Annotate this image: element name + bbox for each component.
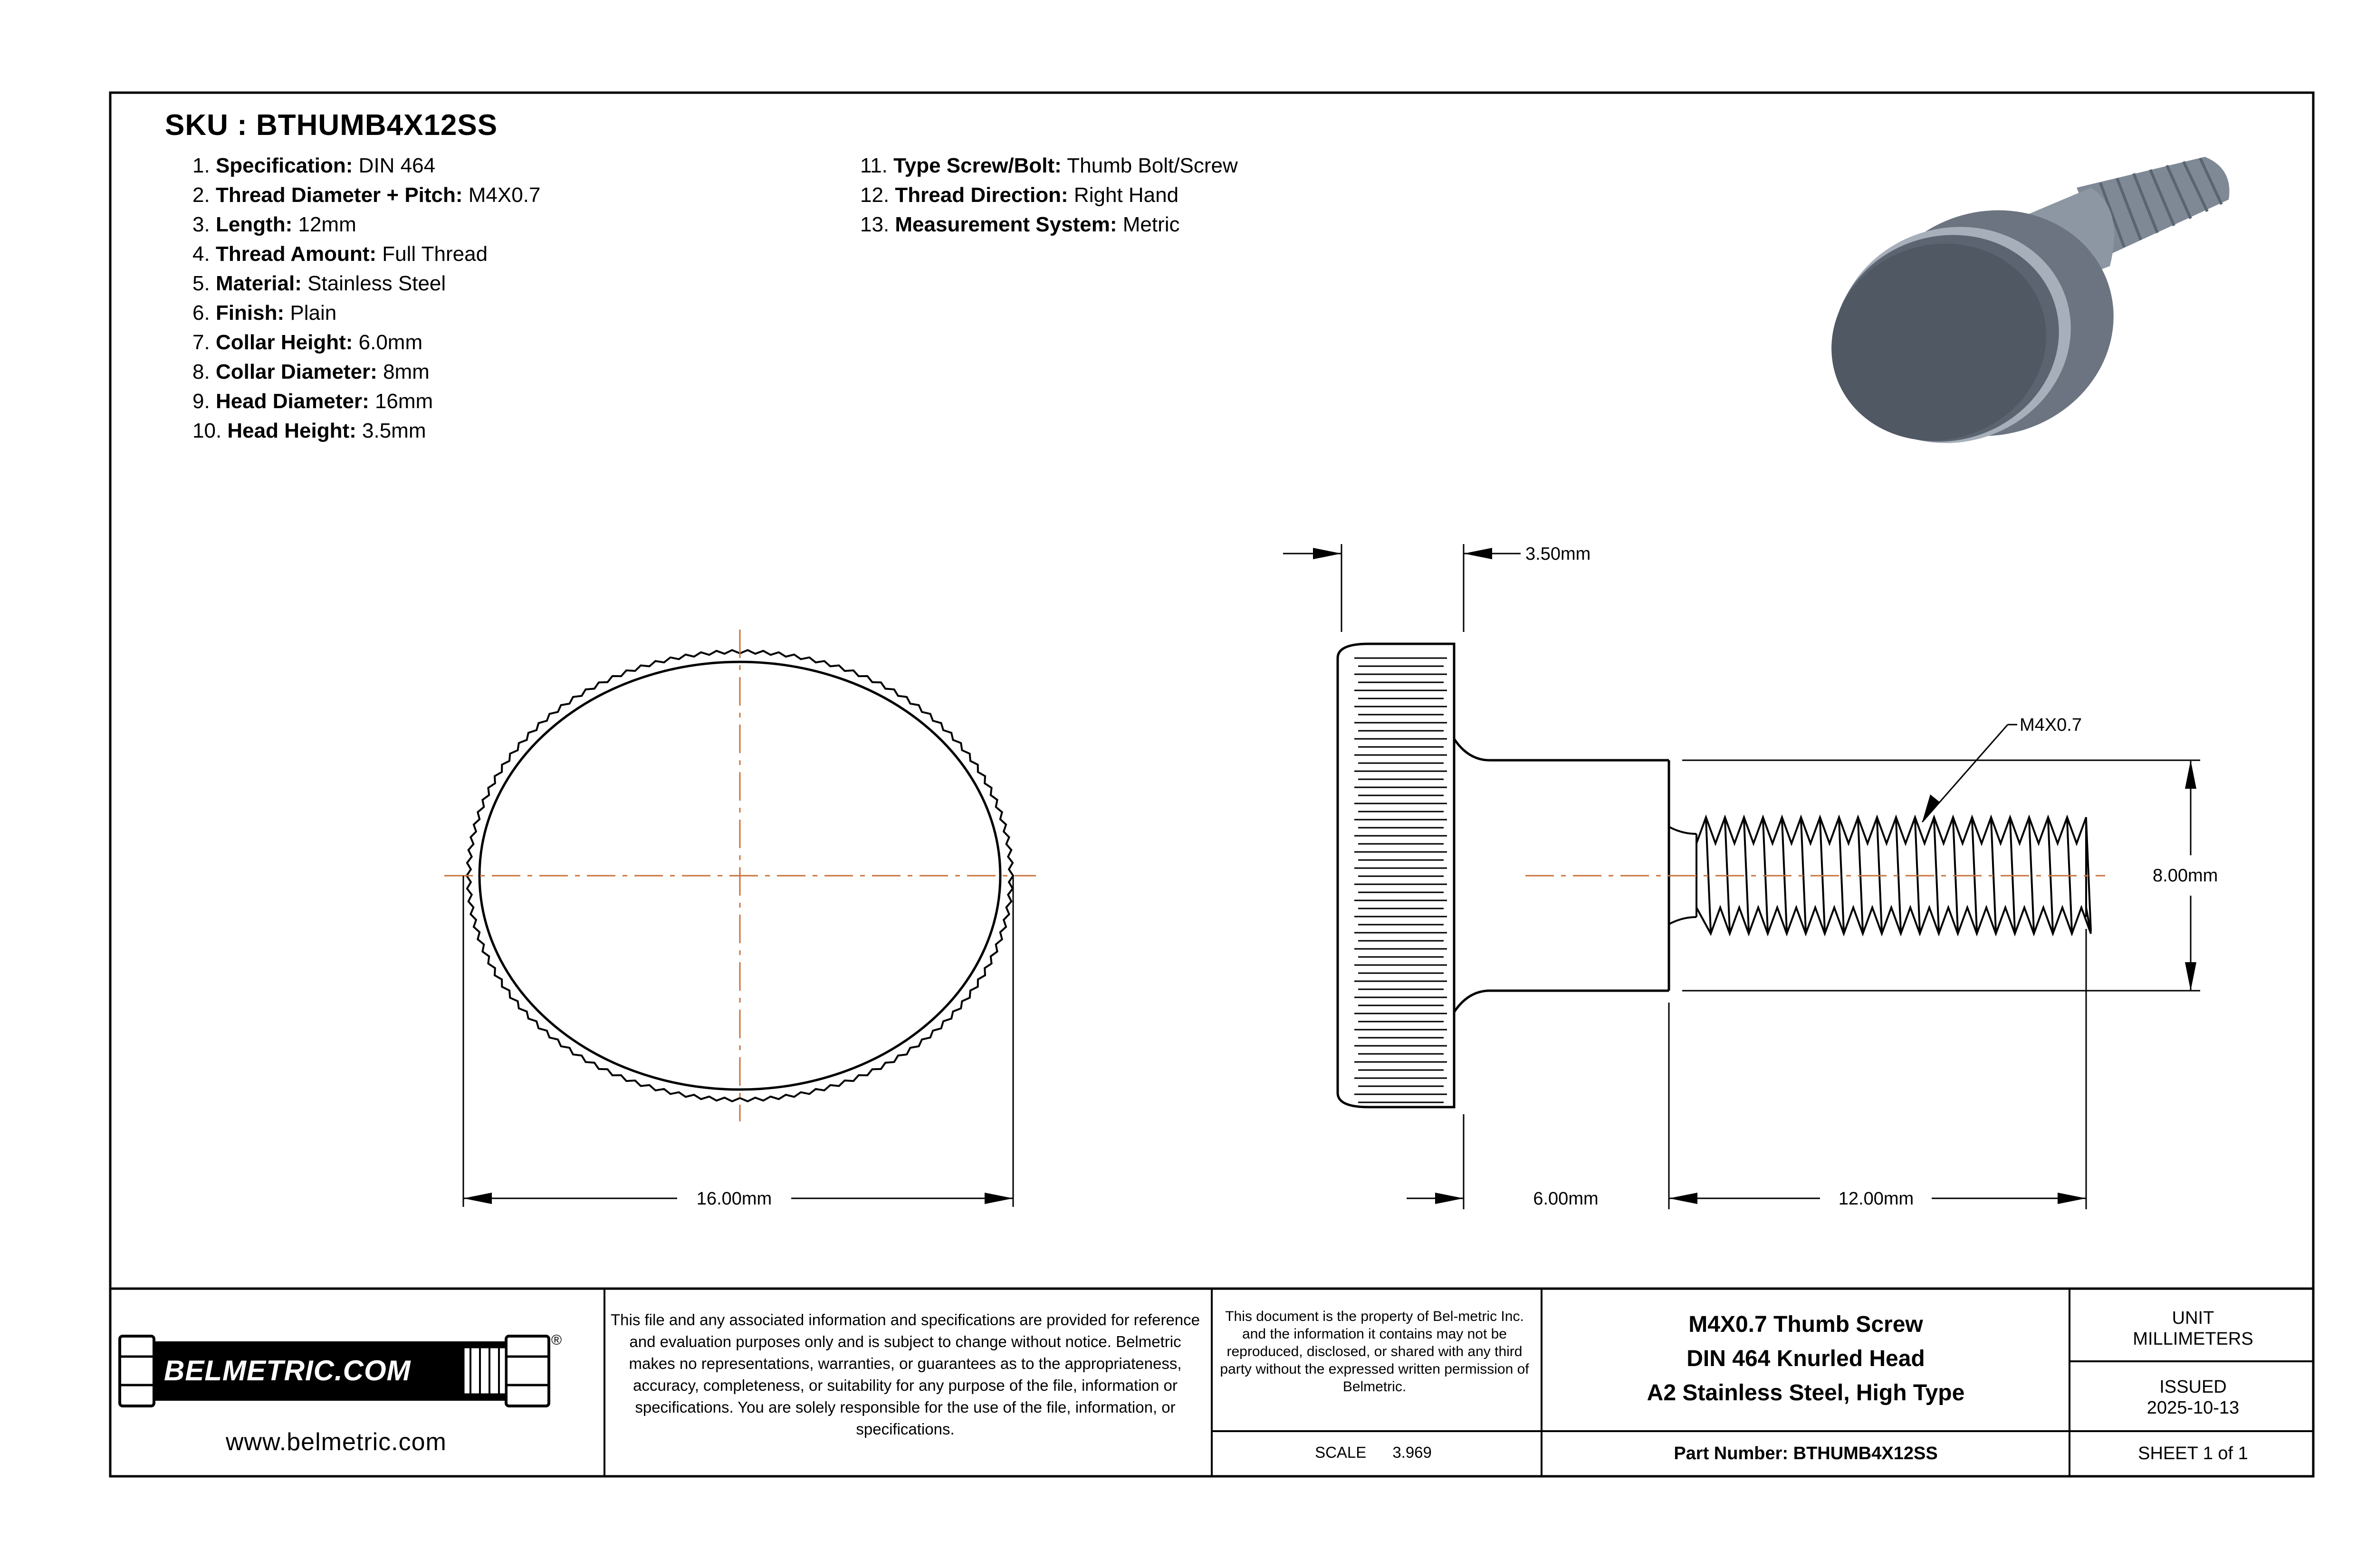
dim-head-height: 3.50mm <box>1525 544 1591 564</box>
scale-cell <box>1217 1444 1530 1462</box>
spec-row <box>192 210 540 239</box>
dim-collar-height: 6.00mm <box>1533 1189 1599 1209</box>
spec-value: 12mm <box>298 213 356 236</box>
website-link[interactable]: www.belmetric.com <box>226 1428 447 1456</box>
front-view <box>444 630 1036 1207</box>
spec-number: 3. <box>192 213 210 236</box>
description-line-2: DIN 464 Knurled Head <box>1686 1346 1925 1371</box>
thumb-screw-render <box>1806 157 2230 473</box>
spec-key: Finish: <box>215 301 285 325</box>
issued-label: ISSUED <box>2159 1377 2227 1397</box>
spec-value: 6.0mm <box>358 331 423 354</box>
unit-cell <box>2072 1308 2314 1349</box>
dim-length: 12.00mm <box>1838 1189 1914 1209</box>
issued-value: 2025-10-13 <box>2146 1398 2240 1418</box>
sheet-number: SHEET 1 of 1 <box>2138 1444 2248 1463</box>
spec-number: 2. <box>192 183 210 207</box>
spec-number: 10. <box>192 419 222 442</box>
side-view <box>1283 544 2200 1209</box>
spec-row <box>192 357 540 387</box>
spec-key: Collar Diameter: <box>215 360 377 383</box>
dim-collar-diameter: 8.00mm <box>2153 866 2218 886</box>
svg-text:®: ® <box>551 1332 562 1348</box>
spec-number: 9. <box>192 390 210 413</box>
spec-number: 5. <box>192 272 210 295</box>
spec-row <box>192 269 540 298</box>
spec-key: Type Screw/Bolt: <box>893 154 1062 177</box>
spec-value: Full Thread <box>382 242 488 266</box>
spec-key: Material: <box>215 272 302 295</box>
unit-value: MILLIMETERS <box>2133 1329 2253 1349</box>
spec-key: Specification: <box>215 154 353 177</box>
spec-key: Measurement System: <box>895 213 1117 236</box>
spec-value: Stainless Steel <box>307 272 446 295</box>
spec-row <box>192 328 540 357</box>
spec-list-left <box>192 151 540 446</box>
spec-row <box>192 416 540 446</box>
spec-value: DIN 464 <box>358 154 436 177</box>
spec-row <box>192 151 540 181</box>
spec-row <box>192 181 540 210</box>
issued-cell <box>2072 1377 2314 1418</box>
spec-list-right <box>860 151 1238 239</box>
spec-number: 4. <box>192 242 210 266</box>
property-notice: This document is the property of Bel-metric Inc. and the information it contains may not be reproduced, disclosed, or shared with any third party without the expressed written permission of Belmetric. <box>1220 1309 1529 1395</box>
description-line-3: A2 Stainless Steel, High Type <box>1647 1380 1965 1405</box>
spec-value: 3.5mm <box>362 419 426 442</box>
part-number: Part Number: BTHUMB4X12SS <box>1674 1444 1938 1463</box>
dim-thread-callout: M4X0.7 <box>2020 715 2082 735</box>
spec-row <box>192 387 540 416</box>
spec-value: Right Hand <box>1073 183 1179 207</box>
spec-number: 11. <box>860 154 888 177</box>
description-line-1: M4X0.7 Thumb Screw <box>1688 1312 1923 1337</box>
spec-value: Thumb Bolt/Screw <box>1067 154 1238 177</box>
spec-value: Plain <box>290 301 337 325</box>
spec-value: 16mm <box>374 390 433 413</box>
scale-value: 3.969 <box>1392 1444 1432 1461</box>
sku-title: SKU : BTHUMB4X12SS <box>165 109 498 142</box>
part-description <box>1544 1308 2067 1410</box>
spec-number: 12. <box>860 183 890 207</box>
spec-key: Length: <box>215 213 293 236</box>
spec-row <box>192 298 540 328</box>
spec-value: Metric <box>1122 213 1180 236</box>
spec-number: 6. <box>192 301 210 325</box>
spec-number: 1. <box>192 154 210 177</box>
spec-number: 8. <box>192 360 210 383</box>
spec-row <box>192 239 540 269</box>
spec-row <box>860 181 1238 210</box>
logo-text: BELMETRIC.COM <box>164 1355 411 1386</box>
spec-value: M4X0.7 <box>468 183 541 207</box>
spec-key: Head Height: <box>227 419 356 442</box>
spec-key: Thread Diameter + Pitch: <box>215 183 463 207</box>
spec-key: Head Diameter: <box>215 390 369 413</box>
spec-key: Thread Direction: <box>895 183 1068 207</box>
spec-number: 7. <box>192 331 210 354</box>
unit-label: UNIT <box>2172 1308 2214 1328</box>
spec-number: 13. <box>860 213 890 236</box>
spec-key: Thread Amount: <box>215 242 377 266</box>
spec-row <box>860 210 1238 239</box>
spec-key: Collar Height: <box>215 331 353 354</box>
scale-label: SCALE <box>1315 1444 1367 1461</box>
dim-head-diameter: 16.00mm <box>696 1189 772 1209</box>
spec-value: 8mm <box>383 360 430 383</box>
spec-row <box>860 151 1238 181</box>
disclaimer-text: This file and any associated information and specifications are provided for reference and evaluation purposes only and is subject to change without notice. Belmetric makes no representations, warranties, or guarantees as to the appropriateness, accuracy, completeness, or suitability for any purpose of the file, information or specifications. You are solely responsible for the use of the file, information, or specifications. <box>611 1311 1200 1438</box>
